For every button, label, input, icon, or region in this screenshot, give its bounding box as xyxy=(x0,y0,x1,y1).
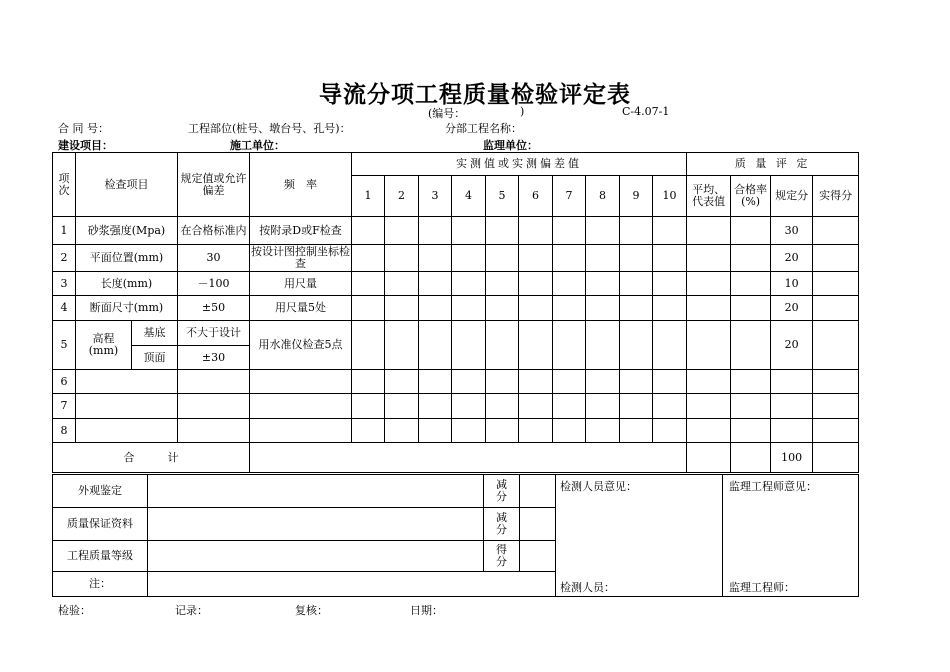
row-score: 10 xyxy=(771,272,813,296)
row-spec: 不大于设计 xyxy=(178,321,250,346)
row-no: 2 xyxy=(53,245,76,272)
contractor-label: 施工单位： xyxy=(230,139,285,152)
measure-col: 3 xyxy=(419,176,452,217)
header-pass-rate: 合格率(%) xyxy=(731,176,771,217)
measure-col: 10 xyxy=(653,176,687,217)
total-score: 100 xyxy=(771,443,813,473)
header-actual: 实得分 xyxy=(813,176,859,217)
row-item: 平面位置(mm) xyxy=(76,245,178,272)
total-row xyxy=(53,443,859,473)
table-row xyxy=(53,217,859,245)
row-score: 20 xyxy=(771,245,813,272)
total-label: 合 计 xyxy=(53,443,250,473)
row-no: 1 xyxy=(53,217,76,245)
engineer-label: 监理工程师： xyxy=(729,581,795,594)
table-row xyxy=(53,272,859,296)
header-spec: 规定值或允许偏差 xyxy=(178,153,250,217)
appearance-label: 外观鉴定 xyxy=(53,475,148,508)
row-no: 7 xyxy=(53,394,76,419)
footer-review: 复核： xyxy=(295,604,328,617)
row-spec: －100 xyxy=(178,272,250,296)
deduct-text: 减分 xyxy=(496,478,507,503)
project-label: 建设项目： xyxy=(58,139,113,152)
row-score: 20 xyxy=(771,321,813,370)
contract-label: 合 同 号： xyxy=(58,122,109,135)
row-spec: 30 xyxy=(178,245,250,272)
row-spec: 在合格标准内 xyxy=(178,217,250,245)
header-measured: 实测值或实测偏差值 xyxy=(352,153,687,176)
header-check-item: 检查项目 xyxy=(76,153,178,217)
inspector-label: 检测人员： xyxy=(560,581,615,594)
row-freq: 按附录D或F检查 xyxy=(250,217,352,245)
points-label xyxy=(484,541,520,572)
row-score: 20 xyxy=(771,296,813,321)
footer-check: 检验： xyxy=(58,604,91,617)
row-no: 3 xyxy=(53,272,76,296)
measure-col: 7 xyxy=(553,176,586,217)
measure-col: 1 xyxy=(352,176,385,217)
header-quality: 质 量 评 定 xyxy=(687,153,859,176)
row-freq: 用尺量5处 xyxy=(250,296,352,321)
inspector-opinion-cell xyxy=(556,475,723,597)
table-row xyxy=(53,394,859,419)
quality-docs-label: 质量保证资料 xyxy=(53,508,148,541)
header-score: 规定分 xyxy=(771,176,813,217)
deduct-text: 减分 xyxy=(496,511,507,536)
table-row xyxy=(53,245,859,272)
measure-col: 6 xyxy=(519,176,553,217)
row-sub-item: 顶面 xyxy=(132,346,178,370)
measure-col: 4 xyxy=(452,176,486,217)
points-text: 得分 xyxy=(496,543,507,568)
table-row xyxy=(53,370,859,394)
row-no: 5 xyxy=(53,321,76,370)
table-row xyxy=(53,296,859,321)
assessment-table xyxy=(52,474,859,597)
row-sub-item: 基底 xyxy=(132,321,178,346)
row-item: 砂浆强度(Mpa) xyxy=(76,217,178,245)
header-frequency: 频 率 xyxy=(250,153,352,217)
measure-col: 2 xyxy=(385,176,419,217)
engineer-opinion-label: 监理工程师意见： xyxy=(729,480,817,493)
row-item: 长度(mm) xyxy=(76,272,178,296)
row-freq: 用尺量 xyxy=(250,272,352,296)
deduct-label xyxy=(484,475,520,508)
row-item: 高程 (mm) xyxy=(76,321,132,370)
supervisor-label: 监理单位： xyxy=(483,139,538,152)
row-no: 4 xyxy=(53,296,76,321)
row-spec: ±50 xyxy=(178,296,250,321)
footer-record: 记录： xyxy=(175,604,208,617)
location-label: 工程部位(桩号、墩台号、孔号)： xyxy=(188,122,351,135)
grade-label: 工程质量等级 xyxy=(53,541,148,572)
table-row xyxy=(53,321,859,346)
header-item-no: 项次 xyxy=(53,153,76,217)
inspection-table xyxy=(52,152,859,473)
measure-col: 5 xyxy=(486,176,519,217)
note-label: 注： xyxy=(53,572,148,597)
row-item: 断面尺寸(mm) xyxy=(76,296,178,321)
row-freq: 按设计图控制坐标检查 xyxy=(251,245,350,270)
footer-date: 日期： xyxy=(410,604,443,617)
inspector-opinion-label: 检测人员意见： xyxy=(560,480,637,493)
number-close: ) xyxy=(520,105,525,118)
table-row xyxy=(53,419,859,443)
row-score: 30 xyxy=(771,217,813,245)
number-label: (编号： xyxy=(428,107,466,120)
row-no: 8 xyxy=(53,419,76,443)
engineer-opinion-cell xyxy=(723,475,859,597)
row-freq: 用水准仪检查5点 xyxy=(250,321,352,370)
deduct-label xyxy=(484,508,520,541)
subproject-label: 分部工程名称： xyxy=(445,122,522,135)
form-code: C-4.07-1 xyxy=(622,105,670,118)
form-title: 导流分项工程质量检验评定表 xyxy=(319,81,631,108)
measure-col: 9 xyxy=(620,176,653,217)
measure-col: 8 xyxy=(586,176,620,217)
row-no: 6 xyxy=(53,370,76,394)
row-spec: ±30 xyxy=(178,346,250,370)
header-avg: 平均、代表值 xyxy=(687,176,731,217)
